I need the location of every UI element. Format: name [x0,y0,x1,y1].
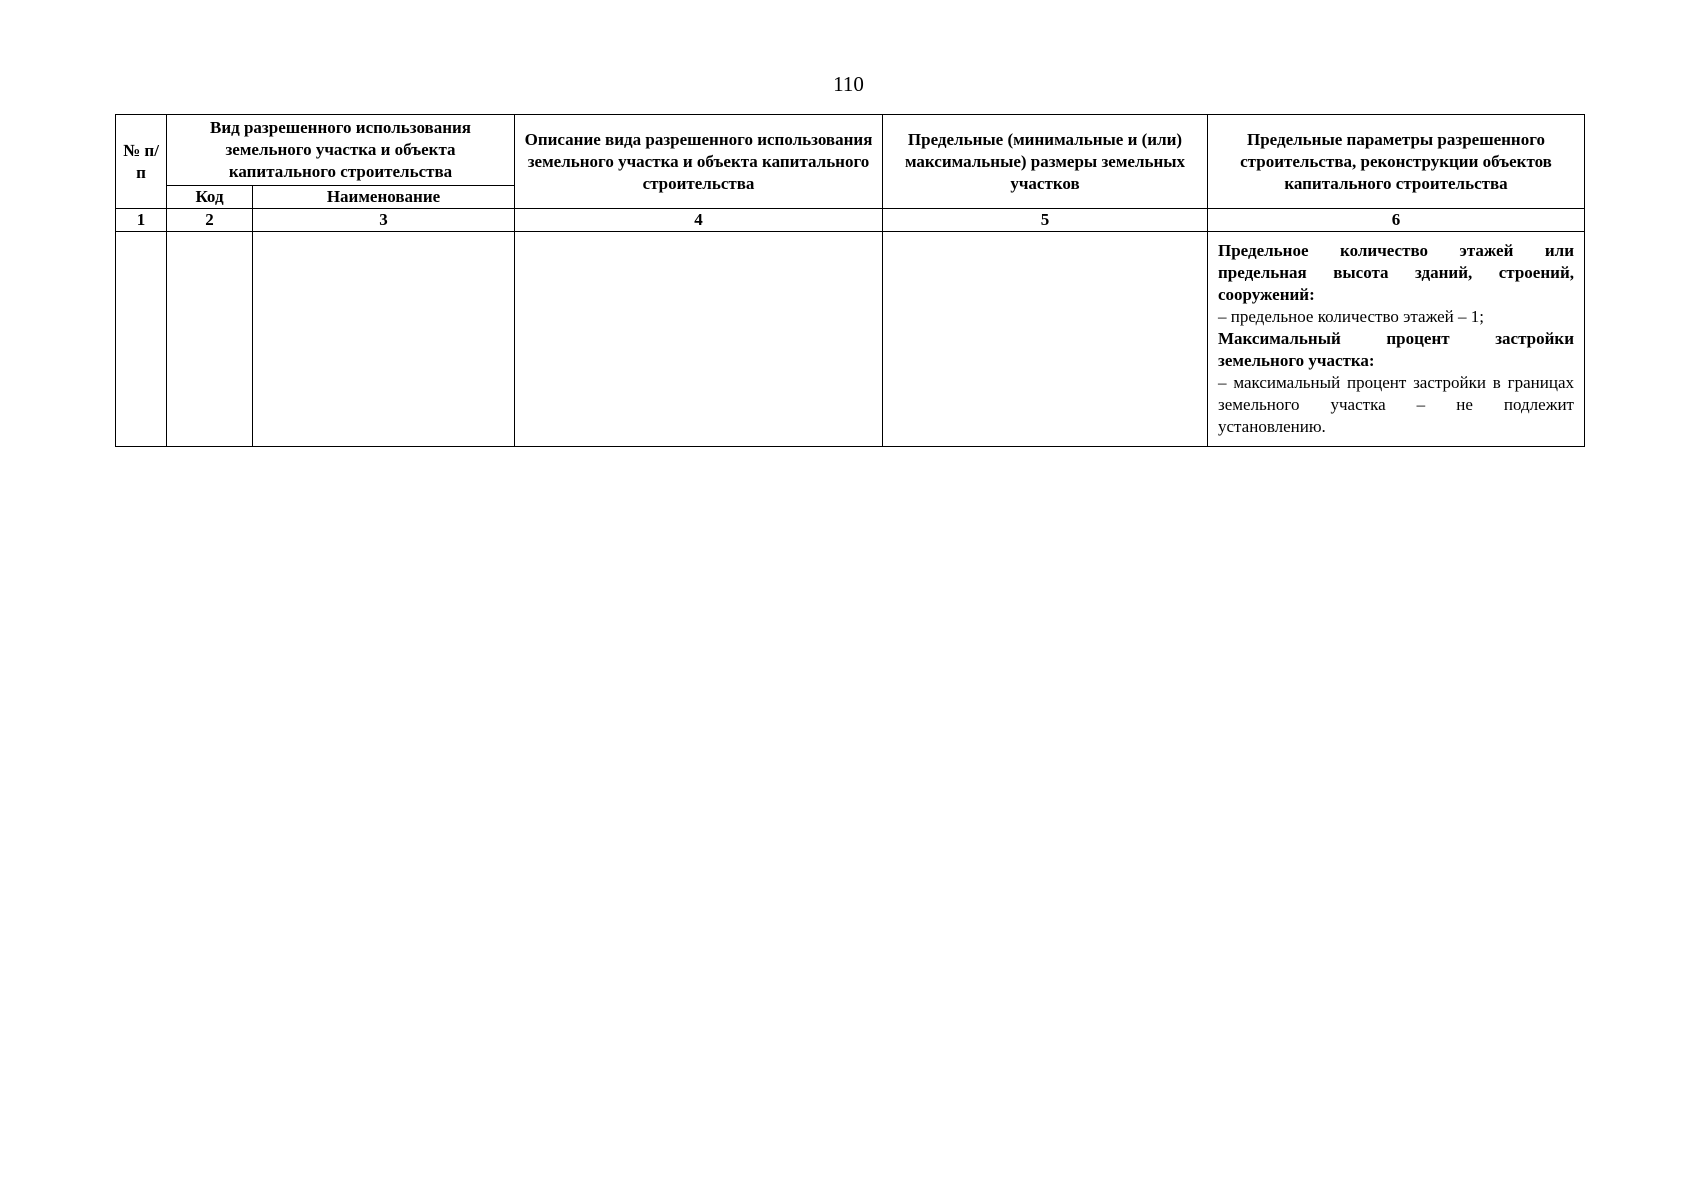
header-opisanie: Описание вида разрешенного использования земельного участка и объекта капитального строительства [515,115,883,209]
header-razmery: Предельные (минимальные и (или) максимальные) размеры земельных участков [883,115,1208,209]
coverage-heading: Максимальный процент застройки земельного участка: [1218,329,1574,370]
header-parametry: Предельные параметры разрешенного строительства, реконструкции объектов капитального строительства [1208,115,1585,209]
cell-naimenovanie [253,232,515,447]
cell-num [116,232,167,447]
table-header-row [116,115,1585,186]
floors-heading: Предельное количество этажей или предельная высота зданий, строений, сооружений: [1218,241,1574,304]
coverage-value: – максимальный процент застройки в границах земельного участка – не подлежит установлению. [1218,373,1574,436]
column-number: 6 [1208,209,1585,232]
column-numbers-row [116,209,1585,232]
header-kod: Код [167,186,253,209]
header-naimenovanie: Наименование [253,186,515,209]
column-number: 5 [883,209,1208,232]
cell-opisanie [515,232,883,447]
cell-parametry [1208,232,1585,447]
column-number: 4 [515,209,883,232]
column-number: 3 [253,209,515,232]
land-use-regulations-table [115,114,1585,447]
floors-value: – предельное количество этажей – 1; [1218,307,1484,326]
cell-razmery [883,232,1208,447]
header-num: № п/п [116,115,167,209]
column-number: 1 [116,209,167,232]
column-number: 2 [167,209,253,232]
table-row [116,232,1585,447]
cell-kod [167,232,253,447]
header-vid-group: Вид разрешенного использования земельного участка и объекта капитального строительства [167,115,515,186]
page-number: 110 [833,72,864,96]
